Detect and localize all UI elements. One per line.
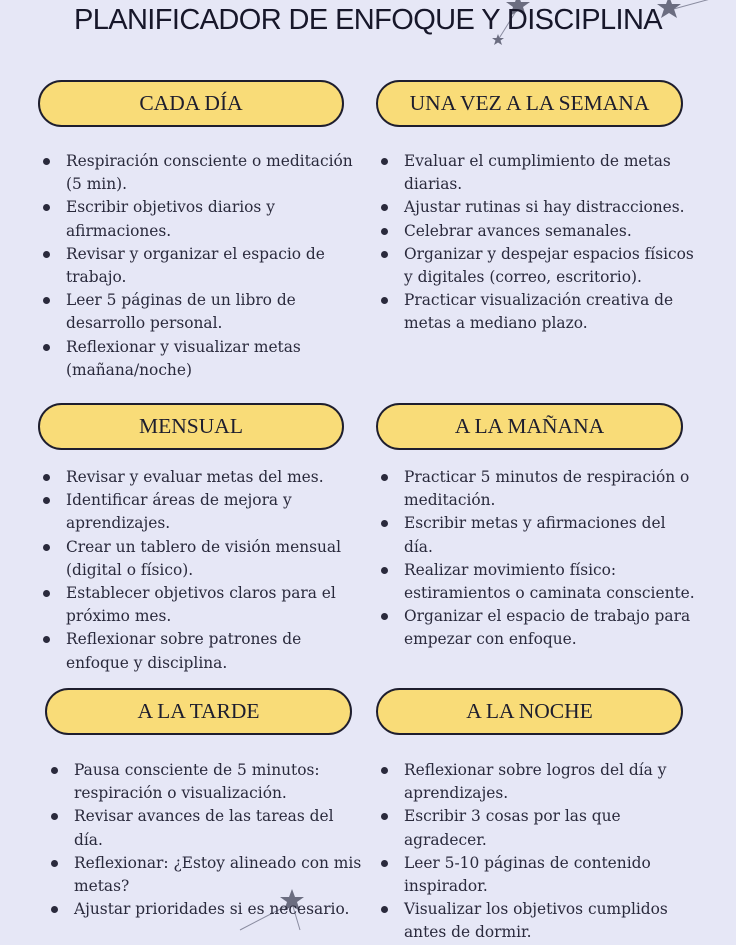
section-header-tarde: A LA TARDE — [45, 688, 352, 735]
list-item: Reflexionar: ¿Estoy alineado con mis metas? — [48, 852, 366, 898]
list-item: Practicar visualización creativa de metas a mediano plazo. — [378, 289, 696, 335]
list-item: Celebrar avances semanales. — [378, 220, 696, 243]
list-item: Crear un tablero de visión mensual (digital o físico). — [40, 536, 355, 582]
list-item: Respiración consciente o meditación (5 min). — [40, 150, 355, 196]
list-manana — [378, 466, 696, 652]
list-item: Revisar y organizar el espacio de trabajo. — [40, 243, 355, 289]
list-item: Organizar y despejar espacios físicos y digitales (correo, escritorio). — [378, 243, 696, 289]
list-item: Leer 5 páginas de un libro de desarrollo personal. — [40, 289, 355, 335]
list-item: Identificar áreas de mejora y aprendizajes. — [40, 489, 355, 535]
section-header-semanal: UNA VEZ A LA SEMANA — [376, 80, 683, 127]
list-tarde — [48, 759, 366, 921]
list-item: Visualizar los objetivos cumplidos antes de dormir. — [378, 898, 708, 944]
list-item: Ajustar rutinas si hay distracciones. — [378, 196, 696, 219]
list-item: Escribir 3 cosas por las que agradecer. — [378, 805, 708, 851]
list-item: Ajustar prioridades si es necesario. — [48, 898, 366, 921]
list-item: Escribir objetivos diarios y afirmaciones. — [40, 196, 355, 242]
section-header-cada-dia: CADA DÍA — [38, 80, 344, 127]
list-semanal — [378, 150, 696, 336]
list-item: Revisar avances de las tareas del día. — [48, 805, 366, 851]
section-header-manana: A LA MAÑANA — [376, 403, 683, 450]
section-header-noche: A LA NOCHE — [376, 688, 683, 735]
list-item: Pausa consciente de 5 minutos: respiración o visualización. — [48, 759, 366, 805]
section-header-mensual: MENSUAL — [38, 403, 344, 450]
list-item: Revisar y evaluar metas del mes. — [40, 466, 355, 489]
list-item: Escribir metas y afirmaciones del día. — [378, 512, 696, 558]
list-cada-dia — [40, 150, 355, 382]
list-mensual — [40, 466, 355, 675]
list-item: Leer 5-10 páginas de contenido inspirador. — [378, 852, 708, 898]
list-item: Reflexionar sobre logros del día y aprendizajes. — [378, 759, 708, 805]
list-item: Evaluar el cumplimiento de metas diarias. — [378, 150, 696, 196]
list-item: Organizar el espacio de trabajo para empezar con enfoque. — [378, 605, 696, 651]
list-item: Reflexionar y visualizar metas (mañana/noche) — [40, 336, 355, 382]
list-item: Establecer objetivos claros para el próximo mes. — [40, 582, 355, 628]
list-noche — [378, 759, 708, 945]
list-item: Realizar movimiento físico: estiramientos o caminata consciente. — [378, 559, 696, 605]
list-item: Practicar 5 minutos de respiración o meditación. — [378, 466, 696, 512]
list-item: Reflexionar sobre patrones de enfoque y disciplina. — [40, 628, 355, 674]
page-title: PLANIFICADOR DE ENFOQUE Y DISCIPLINA — [73, 4, 663, 36]
